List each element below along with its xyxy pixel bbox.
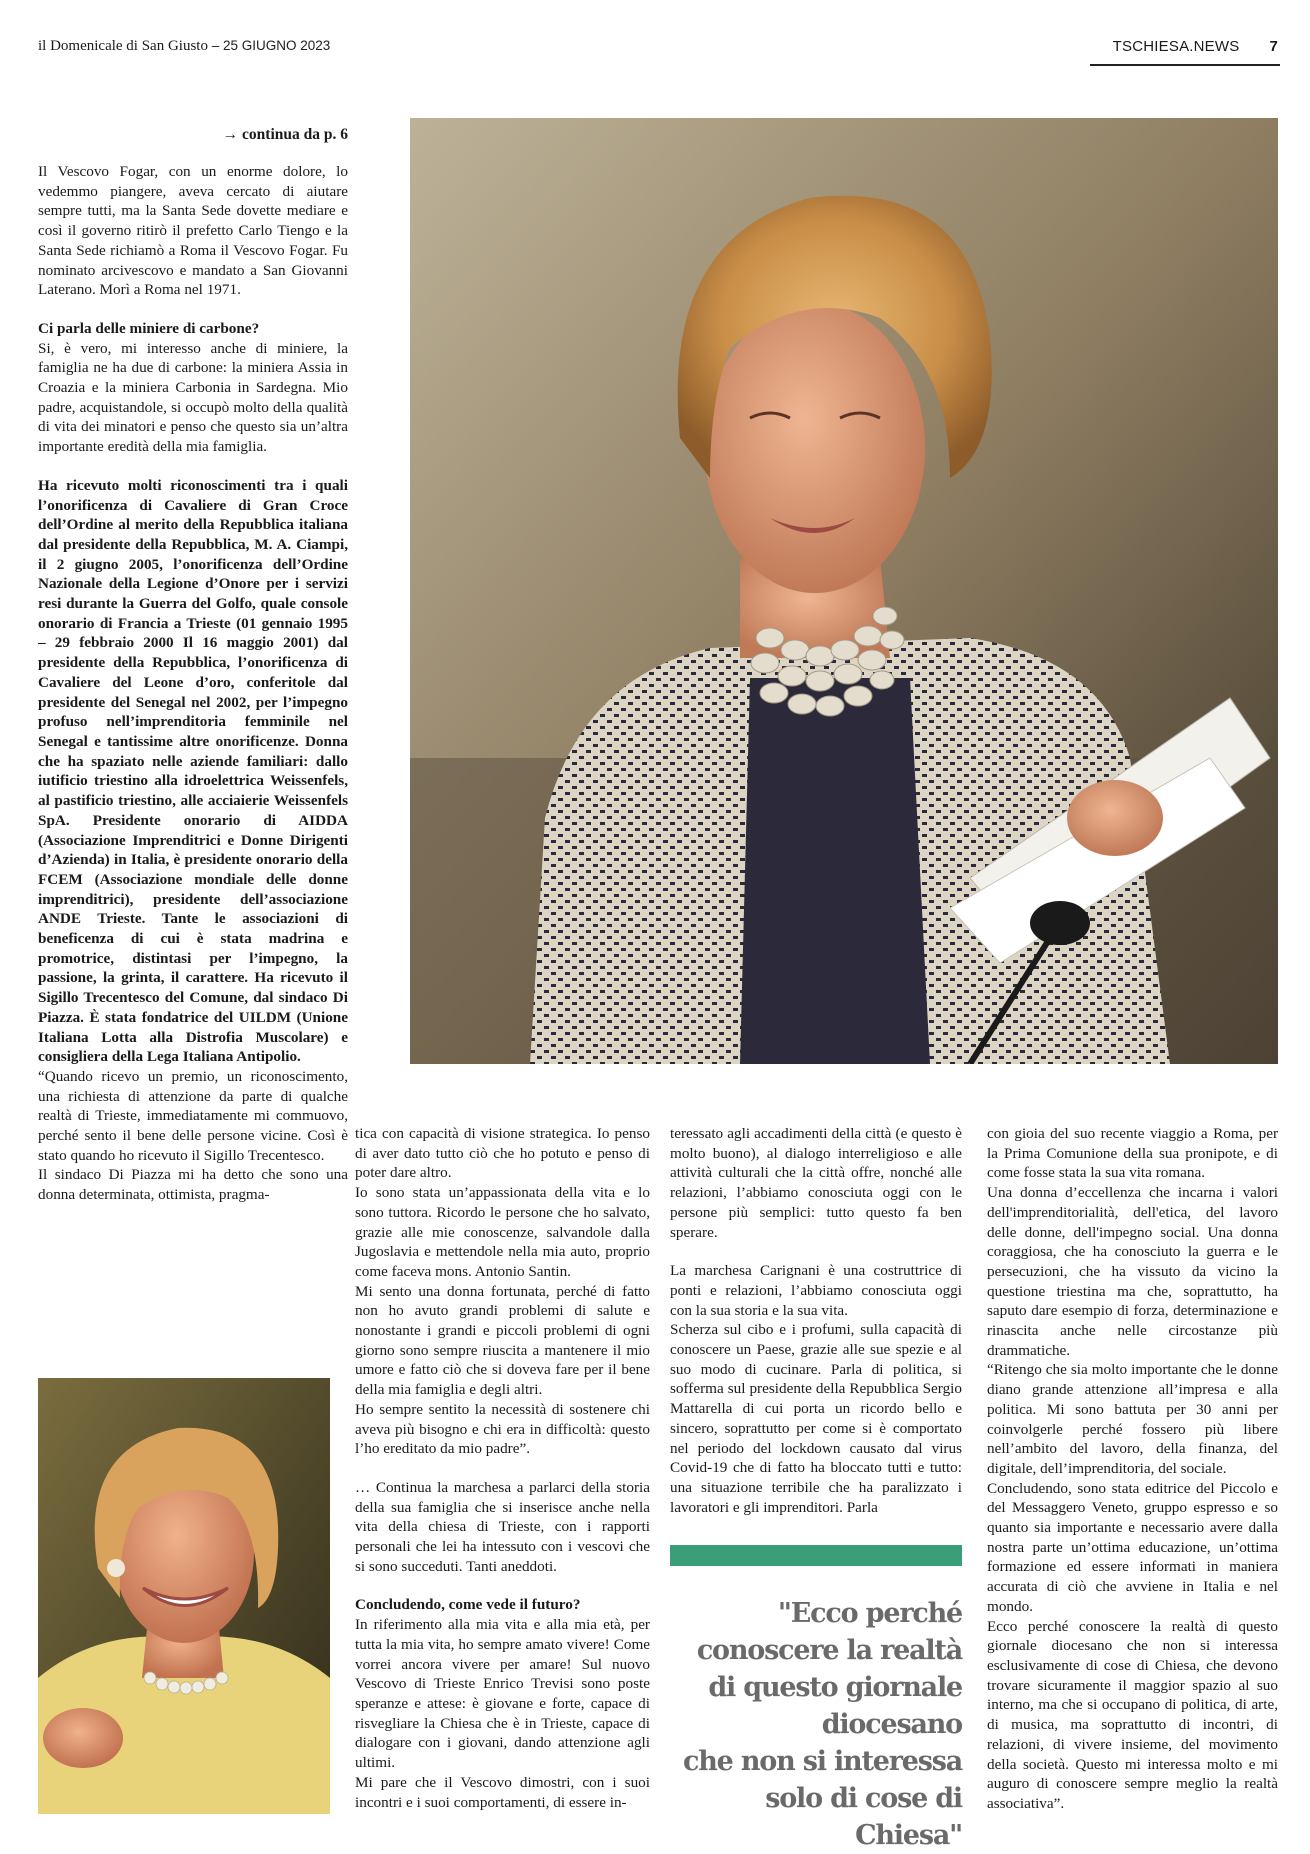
body-paragraph: … Continua la marchesa a parlarci della storia della sua famiglia che si inserisce anche nella vita della chiesa di Trieste, con i rapporti personali che lei ha intessuto con i vescovi che si sono succeduti. Tanti aneddoti. [355,1478,650,1575]
interview-question: Ci parla delle miniere di carbone? [38,319,260,337]
article-column-3 [670,1124,962,1517]
body-paragraph: Io sono stata un’appassionata della vita e lo sono tuttora. Ricordo le persone che ho salvato, grazie alle mie conoscenze, salvandole dalla Jugoslavia e mettendole nella mia auto, proprio come faceva mons. Antonio Santin. [355,1184,650,1280]
body-paragraph: Mi sento una donna fortunata, perché di fatto non ho avuto grandi problemi di salute e nonostante i grandi e piccoli problemi di ogni giorno sono sempre riuscita a mantenere il mio umore e fatto ciò che si doveva fare per il bene della mia famiglia e degli altri. [355,1282,650,1399]
paragraph-spacer [355,1459,650,1478]
interview-question: Ha ricevuto molti riconoscimenti tra i quali l’onorificenza di Cavaliere di Gran Croce dell’Ordine al merito della Repubblica italiana dal presidente della Repubblica, M. A. Ciampi, il 2 giugno 2005, l’onorificenza dell’Ordine Nazionale della Legione d’Onore per i servizi resi durante la Guerra del Golfo, quale console onorario di Francia a Trieste (01 gennaio 1995 – 29 febbraio 2000 Il 16 maggio 2001) dal presidente della Repubblica, l’onorificenza di Cavaliere del Leone d’oro, conferitole dal presidente del Senegal nel 2002, per l’impegno profuso nell’imprenditoria femminile nel Senegal e tantissime altre onorificenze. Donna che ha spaziato nelle aziende familiari: dallo iutificio triestino alla idroelettrica Weissenfels, al pastificio triestino, alle acciaierie Weissenfels SpA. Presidente onorario di AIDDA (Associazione Imprenditrici e Donne Dirigenti d’Azienda) in Italia, è presidente onorario della FCEM (Associazione mondiale delle donne imprenditrici), presidente dell’associazione ANDE Trieste. Tante le associazioni di beneficenza di cui è stata madrina e promotrice, distintasi per l’impegno, la passione, la grinta, il carattere. Ha ricevuto il Sigillo Trecentesco del Comune, dal sindaco Di Piazza. È stata fondatrice del UILDM (Unione Italiana Lotta alla Distrofia Muscolare) e consigliera della Lega Italiana Antipolio. [38,476,348,1066]
body-paragraph: In riferimento alla mia vita e alla mia età, per tutta la mia vita, ho sempre amato vivere! Come vorrei ancora vivere per amare! Sul nuovo Vescovo di Trieste Enrico Trevisi sono poste speranze e attese: è giovane e forte, capace di risvegliare la Chiesa che è in Trieste, capace di dialogare con i giovani, dando attenzione agli ultimi. [355,1616,650,1772]
question-paragraph [38,319,348,339]
pull-quote-line: conoscere la realtà [696,1635,962,1666]
masthead [38,38,330,55]
body-paragraph: Ho sempre sentito la necessità di sostenere chi aveva più bisogno e chi era in difficoltà: questo l’ho ereditato da mio padre”. [355,1400,650,1458]
page-number: 7 [1269,38,1278,55]
pull-quote-line: diocesano [821,1709,962,1740]
body-paragraph: Il Vescovo Fogar, con un enorme dolore, lo vedemmo piangere, aveva cercato di aiutare sempre tutti, ma la Santa Sede dovette mediare e così il governo ritirò il prefetto Carlo Tiengo e la Santa Sede richiamò a Roma il Vescovo Fogar. Fu nominato arcivescovo e mandato a San Giovanni Laterano. Morì a Roma nel 1971. [38,163,348,299]
body-paragraph: Si, è vero, mi interesso anche di miniere, la famiglia ne ha due di carbone: la miniera Assia in Croazia e la miniera Carbonia in Sardegna. Mio padre, acquistandole, si occupò molto della qualità di vita dei minatori e penso che questo sia un’altra importante eredità della mia famiglia. [38,339,348,456]
body-paragraph: “Quando ricevo un premio, un riconoscimento, una richiesta di attenzione da parte di qualche realtà di Trieste, immediatamente mi commuovo, perché sento il bene delle persone vicine. Così è stato quando ho ricevuto il Sigillo Trecentesco. [38,1067,348,1164]
header-right [1113,38,1278,55]
paragraph-spacer [670,1242,962,1261]
pull-quote [660,1595,962,1854]
body-paragraph: Scherza sul cibo e i profumi, sulla capacità di conoscere un Paese, grazie alle sue spezie e al suo modo di cucinare. Parla di politica, si sofferma sul presidente della Repubblica Sergio Mattarella di cui porta un ricordo bello e sincero, soprattutto per come si è comportato nel periodo del lockdown causato dal virus Covid-19 che di fatto ha bloccato tutti e tutto: una situazione terribile che ha paralizzato i lavoratori e gli imprenditori. Parla [670,1321,962,1516]
body-paragraph: Il sindaco Di Piazza mi ha detto che sono una donna determinata, ottimista, pragma- [38,1166,348,1204]
paragraph-spacer [38,300,348,319]
continued-from-label: → continua da p. 6 [222,126,348,143]
body-paragraph: “Ritengo che sia molto importante che le donne diano grande attenzione all’impresa e alla politica. Mi sono battuta per 30 anni per coinvolgerle perché fossero più libere nell’ambito del lavoro, della finanza, del digitale, dell’imprenditoria, del sociale. [987,1361,1278,1477]
body-paragraph: Mi pare che il Vescovo dimostri, con i suoi incontri e i suoi comportamenti, di essere in- [355,1773,650,1811]
body-paragraph: tica con capacità di visione strategica. Io penso di aver dato tutto ciò che ho potuto e penso di poter dare altro. [355,1125,650,1182]
interview-question: Concludendo, come vede il futuro? [355,1596,581,1614]
body-paragraph: La marchesa Carignani è una costruttrice di ponti e relazioni, l’abbiamo conosciuta oggi con la sua storia e la sua vita. [670,1262,962,1319]
main-portrait-photo [410,118,1278,1064]
paragraph-spacer [355,1576,650,1595]
article-column-1 [38,162,348,1205]
paragraph-spacer [38,457,348,476]
article-column-2 [355,1124,650,1812]
secondary-portrait-photo [38,1378,330,1814]
pull-quote-line: di questo giornale [708,1672,962,1703]
pull-quote-line: che non si interessa [682,1746,962,1777]
pull-quote-line: solo di cose di Chiesa" [765,1783,962,1851]
publication-name: il Domenicale di San Giusto [38,38,208,54]
issue-date: – 25 GIUGNO 2023 [207,38,331,53]
site-name[interactable]: TSCHIESA.NEWS [1112,38,1240,55]
body-paragraph: teressato agli accadimenti della città (e questo è molto buono), al dialogo interreligioso e alle attività culturali che la città offre, nonché alle relazioni, l’abbiamo conosciuta oggi con le persone più semplici: tutto questo fa ben sperare. [670,1125,962,1241]
header-rule [1090,64,1280,66]
question-paragraph [355,1595,650,1615]
accent-bar [670,1545,962,1566]
article-column-4 [987,1124,1278,1814]
pull-quote-line: "Ecco perché [777,1598,962,1629]
body-paragraph: Concludendo, sono stata editrice del Piccolo e del Messaggero Veneto, gruppo espresso e so quanto sia importante e necessario avere dalla nostra parte un’ottima educazione, un’ottima formazione ed essere informati in maniera accurata di ciò che avviene in Italia e nel mondo. [987,1479,1278,1615]
body-paragraph: Ecco perché conoscere la realtà di questo giornale diocesano che non si interessa esclusivamente di cose di Chiesa, che devono trovare sicuramente il maggior spazio al suo interno, ma che si occupano di politica, di arte, di musica, ma soprattutto di incontri, di relazioni, di vivere insieme, del movimento della società. Questo mi interessa molto e mi auguro di conoscere sempre meglio la realtà associativa”. [987,1617,1278,1812]
question-paragraph [38,476,348,1067]
body-paragraph: con gioia del suo recente viaggio a Roma, per la Prima Comunione della sua pronipote, e di come fosse stata la sua vita romana. [987,1125,1278,1182]
body-paragraph: Una donna d’eccellenza che incarna i valori dell'imprenditorialità, dell'etica, del lavoro delle donne, dell'impegno social. Una donna coraggiosa, che ha conosciuto la guerra e le persecuzioni, che ha vissuto da vicino la questione triestina ma che, soprattutto, ha saputo dare esempio di forza, determinazione e rinascita anche nelle circostanze più drammatiche. [987,1184,1278,1359]
